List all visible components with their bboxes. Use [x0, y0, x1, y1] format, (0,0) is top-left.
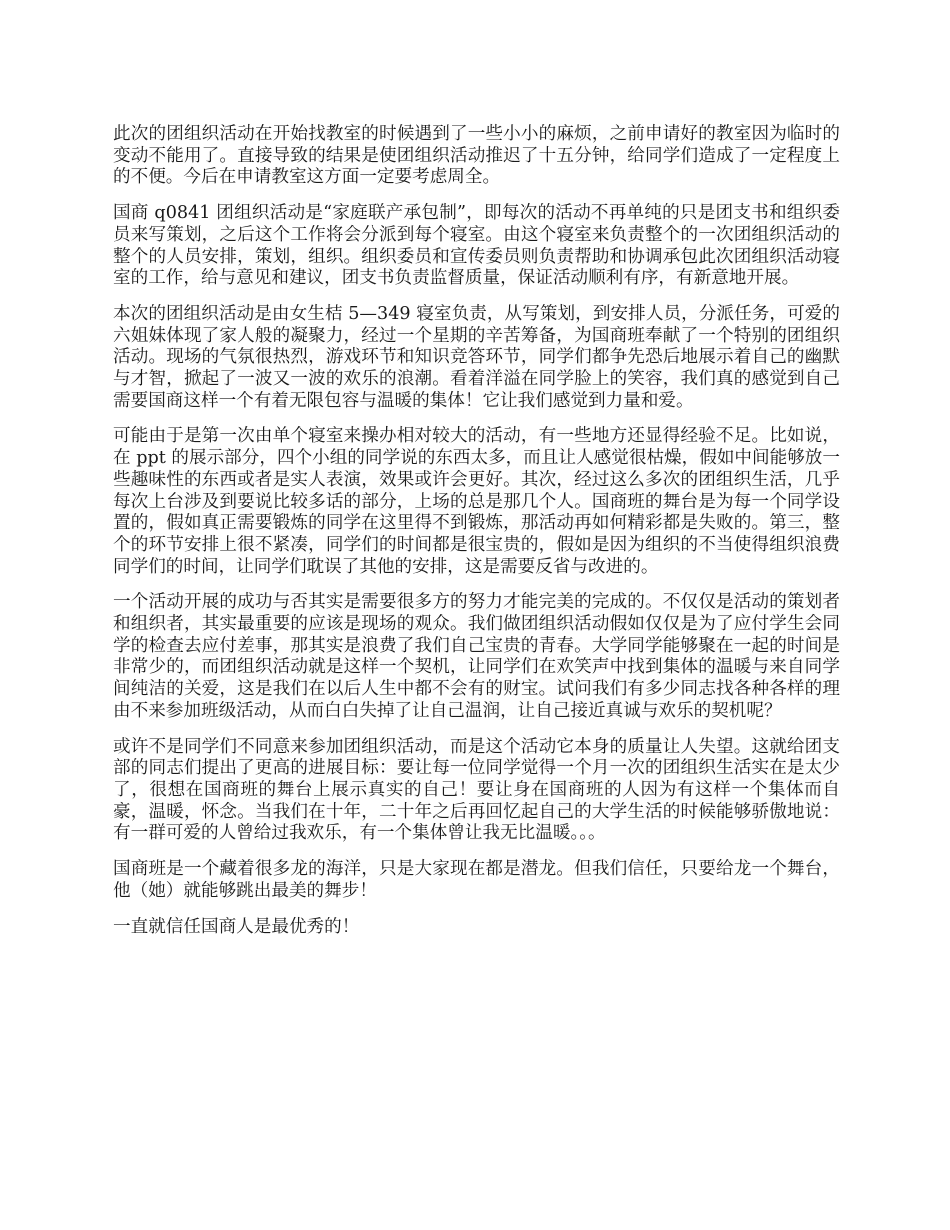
- paragraph-1: 此次的团组织活动在开始找教室的时候遇到了一些小小的麻烦，之前申请好的教室因为临时的变动不能用了。直接导致的结果是使团组织活动推迟了十五分钟，给同学们造成了一定程度上的不便。今后在申请教室这方面一定要考虑周全。: [113, 124, 840, 188]
- paragraph-2: 国商 q0841 团组织活动是“家庭联产承包制”，即每次的活动不再单纯的只是团支书和组织委员来写策划，之后这个工作将会分派到每个寝室。由这个寝室来负责整个的一次团组织活动的整个的人员安排，策划，组织。组织委员和宣传委员则负责帮助和协调承包此次团组织活动寝室的工作，给与意见和建议，团支书负责监督质量，保证活动顺利有序，有新意地开展。: [113, 203, 840, 289]
- paragraph-4: 可能由于是第一次由单个寝室来操办相对较大的活动，有一些地方还显得经验不足。比如说，在 ppt 的展示部分，四个小组的同学说的东西太多，而且让人感觉很枯燥，假如中间能够放一些趣味性的东西或者是实人表演，效果或许会更好。其次，经过这么多次的团组织生活，几乎每次上台涉及到要说比较多话的部分，上场的总是那几个人。国商班的舞台是为每一个同学设置的，假如真正需要锻炼的同学在这里得不到锻炼，那活动再如何精彩都是失败的。第三，整个的环节安排上很不紧凑，同学们的时间都是很宝贵的，假如是因为组织的不当使得组织浪费同学们的时间，让同学们耽误了其他的安排，这是需要反省与改进的。: [113, 426, 840, 577]
- paragraph-7: 国商班是一个藏着很多龙的海洋，只是大家现在都是潜龙。但我们信任，只要给龙一个舞台，他（她）就能够跳出最美的舞步！: [113, 859, 840, 901]
- document-body: [113, 124, 840, 952]
- paragraph-5: 一个活动开展的成功与否其实是需要很多方的努力才能完美的完成的。不仅仅是活动的策划者和组织者，其实最重要的应该是现场的观众。我们做团组织活动假如仅仅是为了应付学生会同学的检查去应付差事，那其实是浪费了我们自己宝贵的青春。大学同学能够聚在一起的时间是非常少的，而团组织活动就是这样一个契机，让同学们在欢笑声中找到集体的温暖与来自同学间纯洁的关爱，这是我们在以后人生中都不会有的财宝。试问我们有多少同志找各种各样的理由不来参加班级活动，从而白白失掉了让自己温润，让自己接近真诚与欢乐的契机呢？: [113, 592, 840, 721]
- paragraph-8: 一直就信任国商人是最优秀的！: [113, 916, 360, 937]
- paragraph-3: 本次的团组织活动是由女生桔 5—349 寝室负责，从写策划，到安排人员，分派任务，可爱的六姐妹体现了家人般的凝聚力，经过一个星期的辛苦筹备，为国商班奉献了一个特别的团组织活动。现场的气氛很热烈，游戏环节和知识竞答环节，同学们都争先恐后地展示着自己的幽默与才智，掀起了一波又一波的欢乐的浪潮。看着洋溢在同学脸上的笑容，我们真的感觉到自己需要国商这样一个有着无限包容与温暖的集体！它让我们感觉到力量和爱。: [113, 303, 840, 411]
- paragraph-6: 或许不是同学们不同意来参加团组织活动，而是这个活动它本身的质量让人失望。这就给团支部的同志们提出了更高的进展目标：要让每一位同学觉得一个月一次的团组织生活实在是太少了，很想在国商班的舞台上展示真实的自己！要让身在国商班的人因为有这样一个集体而自豪，温暖，怀念。当我们在十年，二十年之后再回忆起自己的大学生活的时候能够骄傲地说：有一群可爱的人曾给过我欢乐，有一个集体曾让我无比温暖。。。: [113, 736, 840, 844]
